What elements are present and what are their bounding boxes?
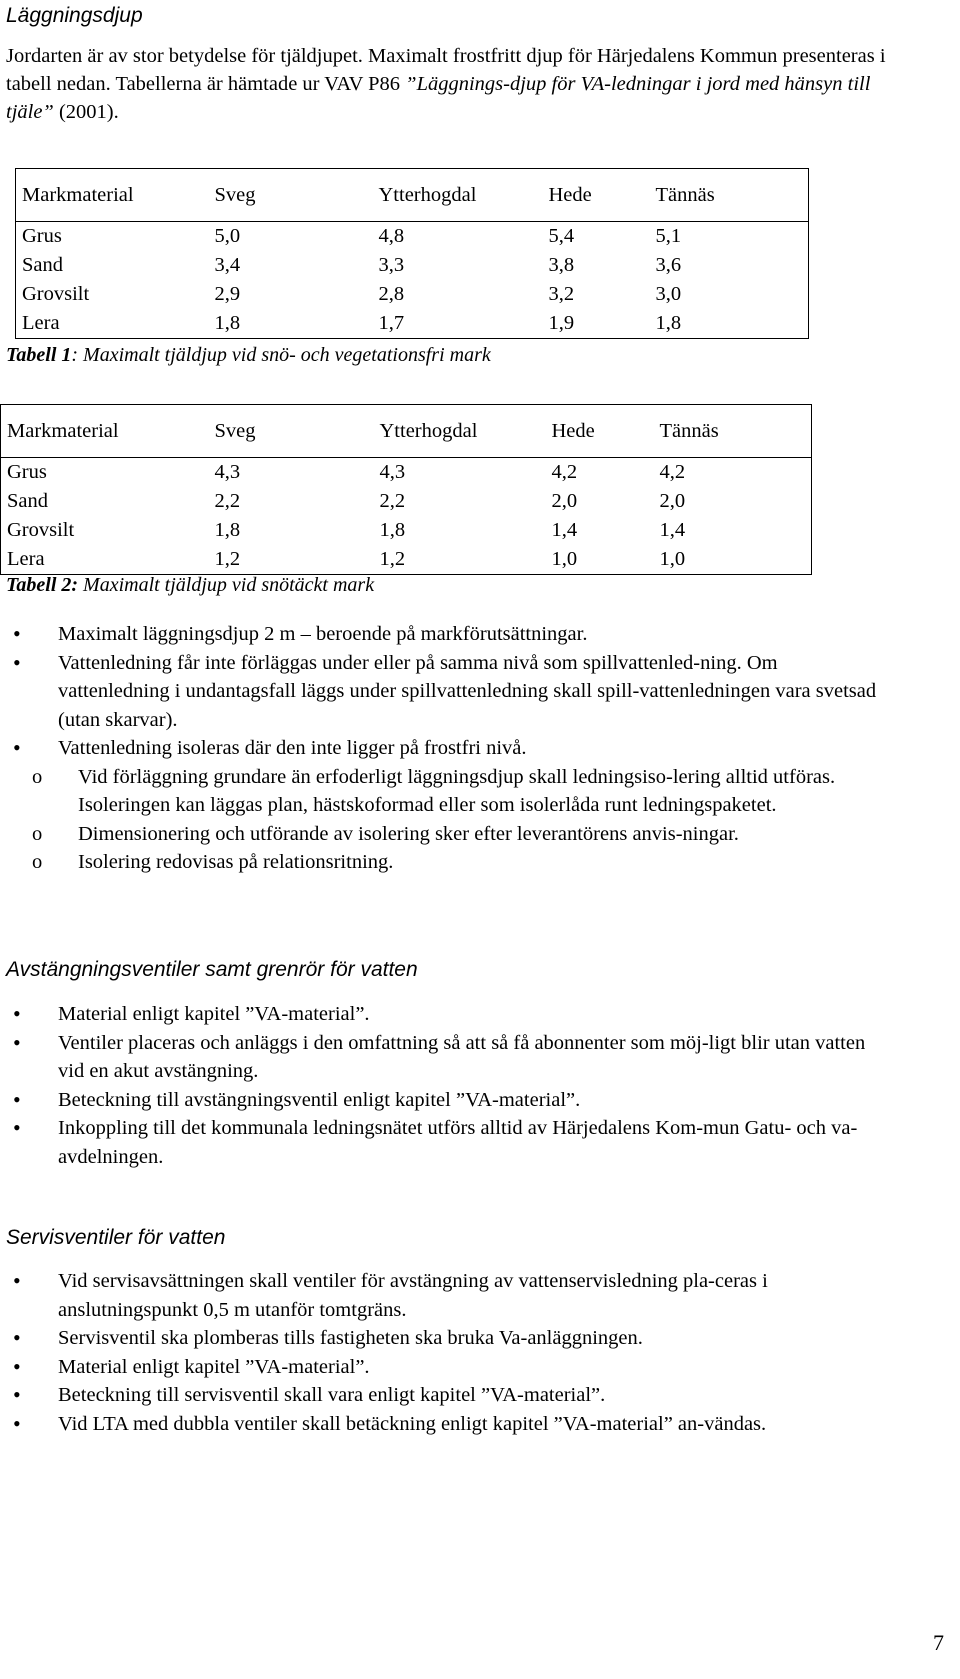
list-item — [0, 1381, 880, 1410]
table-header-cell: Sveg — [214, 183, 256, 206]
sub-list-item-text: Vid förläggning grundare än erfoderligt läggningsdjup skall ledningsiso-lering alltid utföras. Isoleringen kan läggas plan, hästskoformad eller som isolerlåda runt ledningspaketet. — [78, 765, 836, 816]
table-row — [16, 251, 809, 280]
list-item — [0, 1267, 880, 1324]
list-item-text: Beteckning till servisventil skall vara enligt kapitel ”VA-material”. — [58, 1384, 606, 1406]
table-row — [1, 545, 812, 575]
list-item-text: Servisventil ska plomberas tills fastigheten ska bruka Va-anläggningen. — [58, 1327, 643, 1349]
table-header-row — [1, 405, 812, 458]
table-header-cell: Hede — [551, 419, 595, 442]
table-cell: 1,8 — [379, 519, 406, 541]
table-2 — [0, 404, 812, 575]
table-cell: 3,6 — [655, 254, 682, 276]
table-row — [16, 280, 809, 309]
table-cell: 4,3 — [209, 458, 374, 488]
bullet-list-avstangningsventiler — [0, 1000, 880, 1171]
table-header-cell: Markmaterial — [22, 183, 134, 206]
bullet-icon: • — [13, 1382, 21, 1407]
bullet-icon: • — [13, 1325, 21, 1350]
table-cell: 2,0 — [551, 490, 578, 512]
table-cell: Grus — [16, 222, 209, 252]
table-cell: 1,8 — [214, 519, 241, 541]
table-cell: 2,0 — [659, 490, 686, 512]
table-1-caption — [6, 344, 491, 367]
list-item-text: Material enligt kapitel ”VA-material”. — [58, 1003, 370, 1025]
table-1-caption-text: : Maximalt tjäldjup vid snö- och vegetationsfri mark — [71, 344, 491, 366]
table-cell: 2,2 — [379, 490, 406, 512]
table-cell: Grovsilt — [7, 519, 75, 541]
bullet-icon: • — [13, 1115, 21, 1140]
list-item-text: Vid LTA med dubbla ventiler skall betäckning enligt kapitel ”VA-material” an-vändas. — [58, 1412, 767, 1435]
bullet-list-servisventiler — [0, 1267, 880, 1438]
list-item — [0, 1114, 880, 1171]
list-item — [0, 620, 880, 649]
list-item — [0, 1086, 880, 1115]
intro-text-end: (2001). — [53, 101, 119, 123]
circle-bullet-icon: o — [32, 765, 43, 788]
table-cell: 3,2 — [548, 283, 575, 305]
list-item-text: Inkoppling till det kommunala ledningsnätet utförs alltid av Härjedalens Kom-mun Gatu- och va-avdelningen. — [58, 1117, 858, 1168]
table-cell: Sand — [7, 490, 48, 512]
table-cell: 4,8 — [373, 222, 543, 252]
table-header-row — [16, 169, 809, 222]
table-row — [1, 487, 812, 516]
bullet-icon: • — [13, 1410, 21, 1436]
table-cell: 2,2 — [214, 490, 241, 512]
table-cell: 5,4 — [543, 222, 650, 252]
heading-servisventiler: Servisventiler för vatten — [6, 1226, 226, 1249]
table-cell: Grovsilt — [22, 283, 90, 305]
heading-avstangningsventiler: Avstängningsventiler samt grenrör för vatten — [6, 958, 418, 981]
bullet-list-laggningsdjup — [0, 620, 880, 877]
circle-bullet-icon: o — [32, 822, 43, 845]
list-item — [0, 649, 880, 735]
table-cell: 4,2 — [654, 458, 812, 488]
page-number: 7 — [933, 1630, 944, 1655]
table-cell: Grus — [1, 458, 209, 488]
table-cell: 1,2 — [379, 548, 406, 570]
table-cell: 4,2 — [546, 458, 654, 488]
list-item — [0, 1000, 880, 1029]
table-header-cell: Hede — [548, 183, 592, 206]
table-header-cell: Ytterhogdal — [379, 419, 478, 442]
table-cell: 1,9 — [548, 312, 575, 334]
bullet-icon: • — [13, 1001, 21, 1026]
table-cell: 1,2 — [214, 548, 241, 570]
list-item-text: Beteckning till avstängningsventil enligt kapitel ”VA-material”. — [58, 1088, 581, 1111]
list-item-text: Ventiler placeras och anläggs i den omfattning så att så få abonnenter som möj-ligt blir utan vatten vid en akut avstängning. — [58, 1031, 866, 1082]
sub-list-item — [0, 848, 880, 877]
bullet-icon: • — [13, 1353, 21, 1379]
table-cell: Lera — [7, 548, 45, 570]
table-header-cell: Markmaterial — [7, 419, 119, 442]
bullet-icon: • — [13, 1086, 21, 1112]
table-2-caption-label: Tabell 2: — [6, 574, 79, 596]
list-item — [0, 734, 880, 877]
table-row — [1, 516, 812, 545]
bullet-icon: • — [13, 649, 21, 675]
list-item — [0, 1353, 880, 1382]
table-cell: 1,8 — [214, 312, 241, 334]
table-cell: 4,3 — [374, 458, 546, 488]
table-row — [1, 458, 812, 488]
circle-bullet-icon: o — [32, 851, 43, 873]
table-cell: 1,4 — [659, 519, 686, 541]
list-item — [0, 1410, 880, 1439]
table-row — [16, 222, 809, 252]
table-row — [16, 309, 809, 339]
sub-bullet-list — [0, 763, 880, 877]
table-1 — [15, 168, 809, 339]
table-cell: 5,1 — [650, 222, 809, 252]
table-cell: 1,8 — [655, 312, 682, 334]
table-header-cell: Tännäs — [655, 183, 715, 206]
bullet-icon: • — [13, 1268, 21, 1293]
sub-list-item — [0, 820, 880, 849]
list-item-text: Vattenledning isoleras där den inte ligger på frostfri nivå. — [58, 737, 527, 759]
list-item-text: Vid servisavsättningen skall ventiler för avstängning av vattenservisledning pla-ceras i anslutningspunkt 0,5 m utanför tomtgräns. — [58, 1270, 768, 1321]
bullet-icon: • — [13, 621, 21, 646]
list-item-text: Vattenledning får inte förläggas under eller på samma nivå som spillvattenled-ning. Om vattenledning i undantagsfall läggs under spillvattenledning skall spill-vattenledningen vara svetsad (utan skarvar). — [58, 651, 877, 731]
table-header-cell: Tännäs — [659, 419, 719, 442]
table-2-caption — [6, 574, 374, 597]
table-cell: 5,0 — [209, 222, 373, 252]
intro-paragraph — [6, 42, 886, 126]
table-cell: 1,0 — [659, 548, 686, 570]
bullet-icon: • — [13, 1029, 21, 1055]
list-item-text: Maximalt läggningsdjup 2 m – beroende på markförutsättningar. — [58, 623, 588, 645]
table-cell: 3,3 — [378, 254, 405, 276]
list-item — [0, 1324, 880, 1353]
sub-list-item-text: Isolering redovisas på relationsritning. — [78, 851, 394, 873]
table-cell: Sand — [22, 254, 63, 276]
table-header-cell: Sveg — [214, 419, 256, 442]
table-cell: 2,8 — [378, 283, 405, 305]
list-item — [0, 1029, 880, 1086]
table-cell: 3,8 — [548, 254, 575, 276]
sub-list-item-text: Dimensionering och utförande av isolering sker efter leverantörens anvis-ningar. — [78, 822, 739, 845]
intro-text: Jordarten är av stor betydelse för tjäldjupet. Maximalt frostfritt djup för Härjedalens Kommun presenteras i tabell nedan. Tabellerna är hämtade ur VAV P86 — [6, 45, 886, 95]
table-cell: 1,0 — [551, 548, 578, 570]
table-cell: 3,0 — [655, 283, 682, 305]
table-1-caption-label: Tabell 1 — [6, 344, 72, 366]
list-item-text: Material enligt kapitel ”VA-material”. — [58, 1355, 370, 1378]
table-cell: 2,9 — [214, 283, 241, 305]
table-header-cell: Ytterhogdal — [378, 183, 477, 206]
table-cell: Lera — [22, 312, 60, 334]
sub-list-item — [0, 763, 880, 820]
table-cell: 1,4 — [551, 519, 578, 541]
intro-italic-reference: ”Läggnings-djup för VA-ledningar i jord med hänsyn till tjäle” — [6, 73, 871, 123]
table-cell: 3,4 — [214, 254, 241, 276]
table-cell: 1,7 — [378, 312, 405, 334]
table-2-caption-text: Maximalt tjäldjup vid snötäckt mark — [78, 574, 375, 596]
heading-laggningsdjup: Läggningsdjup — [6, 4, 143, 27]
bullet-icon: • — [13, 735, 21, 760]
